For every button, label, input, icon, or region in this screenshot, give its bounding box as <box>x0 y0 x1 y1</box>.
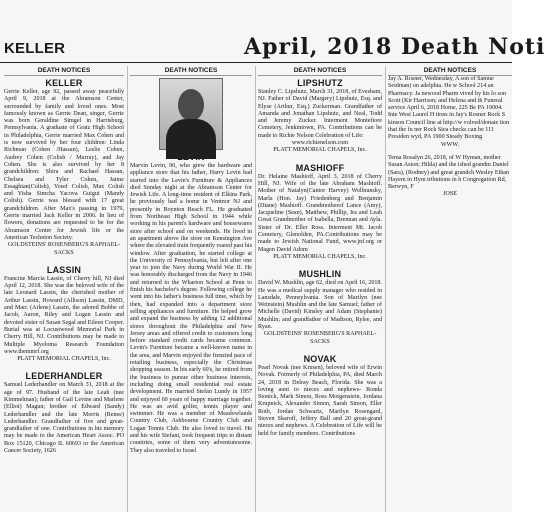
obituary-name: LASSIN <box>46 264 82 275</box>
funeral-home: GOLDSTEINS' ROSENBERG'S RAPHAEL-SACKS <box>7 242 121 256</box>
obituary-link[interactable]: www.richienelson.com <box>291 140 349 147</box>
obituary-link[interactable]: WWW. <box>440 141 460 148</box>
obituary-name: MASHIOFF <box>295 162 345 173</box>
obituary-name: LEDERHANDLER <box>25 371 103 382</box>
section-label-col3: DEATH NOTICES <box>258 66 382 76</box>
column-3 <box>258 76 382 512</box>
column-divider <box>127 66 128 512</box>
obituary-body: Marvin Levin, 90, who grew the hardware and appliance store that his father, Harry Levin had started into the Levin's Furniture & Appliances died Sunday night at the Abramson Center for Jewish Life. A long-time resident of Elkins Park, he previously had a home in Ventnor NJ and presently in Boynton Beach FL. He graduated from Northeast High School in 1944 while working in his parent's hardware and housewares store after school and on weekends. He lived in an apartment above the store on Kensington Ave where the elevated train frequently roared past his window. After graduation, he started college at the University of Pennsylvania, but left after one year to join the Navy during World War II. He was honorably discharged from the Navy in 1946 and returned to the Wharton School at Penn to finish his bachelor's degree. Following college he went into his father's business full time, which by then, had expanded into a department store selling appliances and furniture. He helped grow and expand the business by adding 12 additional stores throughout the Philadelphia and New Jersey areas and offered credit to customers long before standard credit cards became common. Levin's Furniture became a well-known name in the area, and Marvin enjoyed the frenzied pace of retailing business, especially the Christmas shopping season. In his early 60's, he retired from the business to pursue other business interests, including doing small residential real estate development. He married Stefan Lundy in 1957 and enjoyed 60 years of happy marriage together. He was an avid golfer, tennis player and swimmer. He was a member of Meadowlands Country Club, Ashbourne Country Club and Logan Tennis Club. He also loved to travel. He and his wife Stefani, took frequent trips to distant countries, some of them very adventuresome. They also traveled to Israel <box>130 163 252 454</box>
obituary-name: MUSHLIN <box>298 269 342 280</box>
page-header-left: KELLER <box>4 40 66 57</box>
obituary-name: KELLER <box>45 78 83 88</box>
obituary-body: Gerrie Keller, age 92, passed away peacefully April 9, 2018 at the Abramson Center, surrounded by family and loved ones. Most famously known as Gerrie Dean, singer, Gerrie was born Geraldine Simgel in Harrisburg, Pennsylvania. A graduate of Gratz High School in Philadelphia, Gerrie married Max Cohen and is now survived by her four children: Linda Richman (Cohen /Hassan), Leslie Cohen, Audrey Cohen (Colish / Murray), and Jay Cohen. She is also survived by her 8 grandchildren: Shira and Rachael Hassan, Chelsea and Tyler Cohen, Jaime Essaghian(Colish), Yosef Colish, Max Colish and Yisha Simcha Yacova Guigui (Mandy Colish). Gerrie was blessed with 17 great grandchildren. After Max's passing in 1979, Gerrie married Jack Keller in 2006. In lieu of flowers, donations are requested to be for the Abramson Center for Jewish life or the American Technion Society. <box>4 89 124 241</box>
column-1 <box>4 76 124 512</box>
obituary-body: Stanley C. Lipshutz, March 31, 2018, of Evesham, NJ. Father of David (Margery) Lipshutz, Esq. and Elyse (Arthur, Esq.) Zuckerman. Grandfather of Amanda and Jonathan Lipshutz, and Neal, Todd and Jeremy Zucker. Interment Montefiore Cemetery, Jenkintown, PA. Contributions can be made to Richie Nelson Celebration of Life: <box>258 89 382 139</box>
column-divider <box>385 66 386 512</box>
section-label-col4: DEATH NOTICES <box>388 66 512 76</box>
obituary-name: NOVAK <box>303 353 337 364</box>
obituary-body: Francine Marcia Lassin, of Cherry hill, NJ died April 12, 2018. She was the beloved wife of the late Leonard Lassin, the cherished mother of Arthur Lassin, Howard (Allison) Lassin, DMD, and Marc (Arlene) Lassin, the adored Bobbe of Jacob, Aaron, Riley and Logan Lassin and devoted sister of Susan Segal and Eileen Cooper. Burial was at Locustwood Memorial Park in Cherry Hill, NJ. Contributions may be made to Multiple Myeloma Research Foundation www.themmrf.org <box>4 275 124 355</box>
funeral-home: JOSE <box>443 191 457 198</box>
obituary-name: LIPSHUTZ <box>297 78 343 88</box>
obituary-body: David W. Mushlin, age 62, died on April 16, 2018. He was a medical supply manager who resided in Lansdale, Pennsylvania. Son of Marilyn (nee Weinstein) Mushlin and the late Samuel; father of Michelle (David) Kinsley and Adam (Stephanie) Mushlin; and grandfather of Madison, Rylee, and Ryan. <box>258 280 382 331</box>
funeral-home: PLATT MEMORIAL CHAPELS, Inc. <box>17 356 111 363</box>
column-2 <box>130 76 252 512</box>
obituary-photo <box>159 78 223 150</box>
obituary-body: Jay A. Rosner, Wednesday, A son of Samue Seidman) on adelphia. He w School 214 an Pharmacy. Ja newood Pharm vived by his lo son Scott (Kir Harrison; and Helena and th Funeral service April 6, 2018 Home, 225 Be PA 19004. Inte West Laurel H tions in Jay's Rosner Rock S kinson Council line at http://w volved/donate tion that the fu ner Rock Stea checks can be 111 Presiden wyd, PA 1900 Steady Boxing <box>388 76 510 141</box>
obituary-body: Tema Rosalyn 26, 2018, of W Hyman, mother Susan Aston; Hilda) and the ished grandm Daniel (Sara), (Rodney) and great grandch Wesley Ethan Hayem in Hym tributions in h Congregation Rd, Berwyn, F <box>388 154 510 191</box>
header-rule <box>0 62 512 63</box>
obituary-body: Dr. Helaine Mashioff, April 3, 2018 of Cherry Hill, NJ. Wife of the late Abraham Mashioff. Mother of Natalyn(Cantor Harvey) Wolbransky, Marla (Hon. Jay) Friedenberg and Benjamin (Diane) Mashioff. Grandmotherof Lance (Amy), Jacqueline (Sean), Matthew, Phillip, Ira and Leah Great Grandmother of Isabella, Brennan and Ayla. Sister of Dr. Eller Ross. Interment Mt. Jacob Cemetery, Glenolden, PA.Contributions may be made to Jewish National Fund, www.jnf.org or Magen David Adom <box>258 173 382 253</box>
obituary-body: Pearl Novak (nee Krusen), beloved wife of Erwin Novak. Formerly of Philadelphia, PA, died March 24, 2018 in Delray Beach, Florida. She was a loving aunt to nieces and nephews- Ronda Stonick, Mark Simon, Ross Morgenstein, Jordana Krupnick, Alexander Simon, Sarah Simon, Eller Roth, Jordan Schwartz, Marilyn Rosengard, Steven Skaroff, Jeffery Ball and 20 great-grand nieces and nephews. A Celebration of Life will be held for family members. Contributions <box>258 364 382 437</box>
funeral-home: PLATT MEMORIAL CHAPELS, Inc. <box>273 253 367 260</box>
section-label-col2: DEATH NOTICES <box>130 66 252 76</box>
funeral-home: PLATT MEMORIAL CHAPELS, Inc. <box>273 147 367 154</box>
obituary-body: Samuel Lederhandler on March 31, 2018 at the age of 97. Husband of the late Leah (nee Kimmelman); father of Gail Levine and Marlene (Elliot) Magun; brother of Edward (Sandy) Lederhandler and the late Morris (Renee) Lederhandler. Grandfather of five and great-grandfather of one. Contributions in his memory may be made to the American Heart Assoc. PO Box 15120, Chicago IL 60693 or the American Cancer Society, 1626 <box>4 382 124 455</box>
page-header-title: April, 2018 Death Noti <box>244 34 545 60</box>
section-label-col1: DEATH NOTICES <box>4 66 124 76</box>
column-divider <box>255 66 256 512</box>
funeral-home: GOLDSTEINS' ROSENBERG'S RAPHAEL-SACKS <box>263 331 377 345</box>
column-4 <box>388 76 512 512</box>
